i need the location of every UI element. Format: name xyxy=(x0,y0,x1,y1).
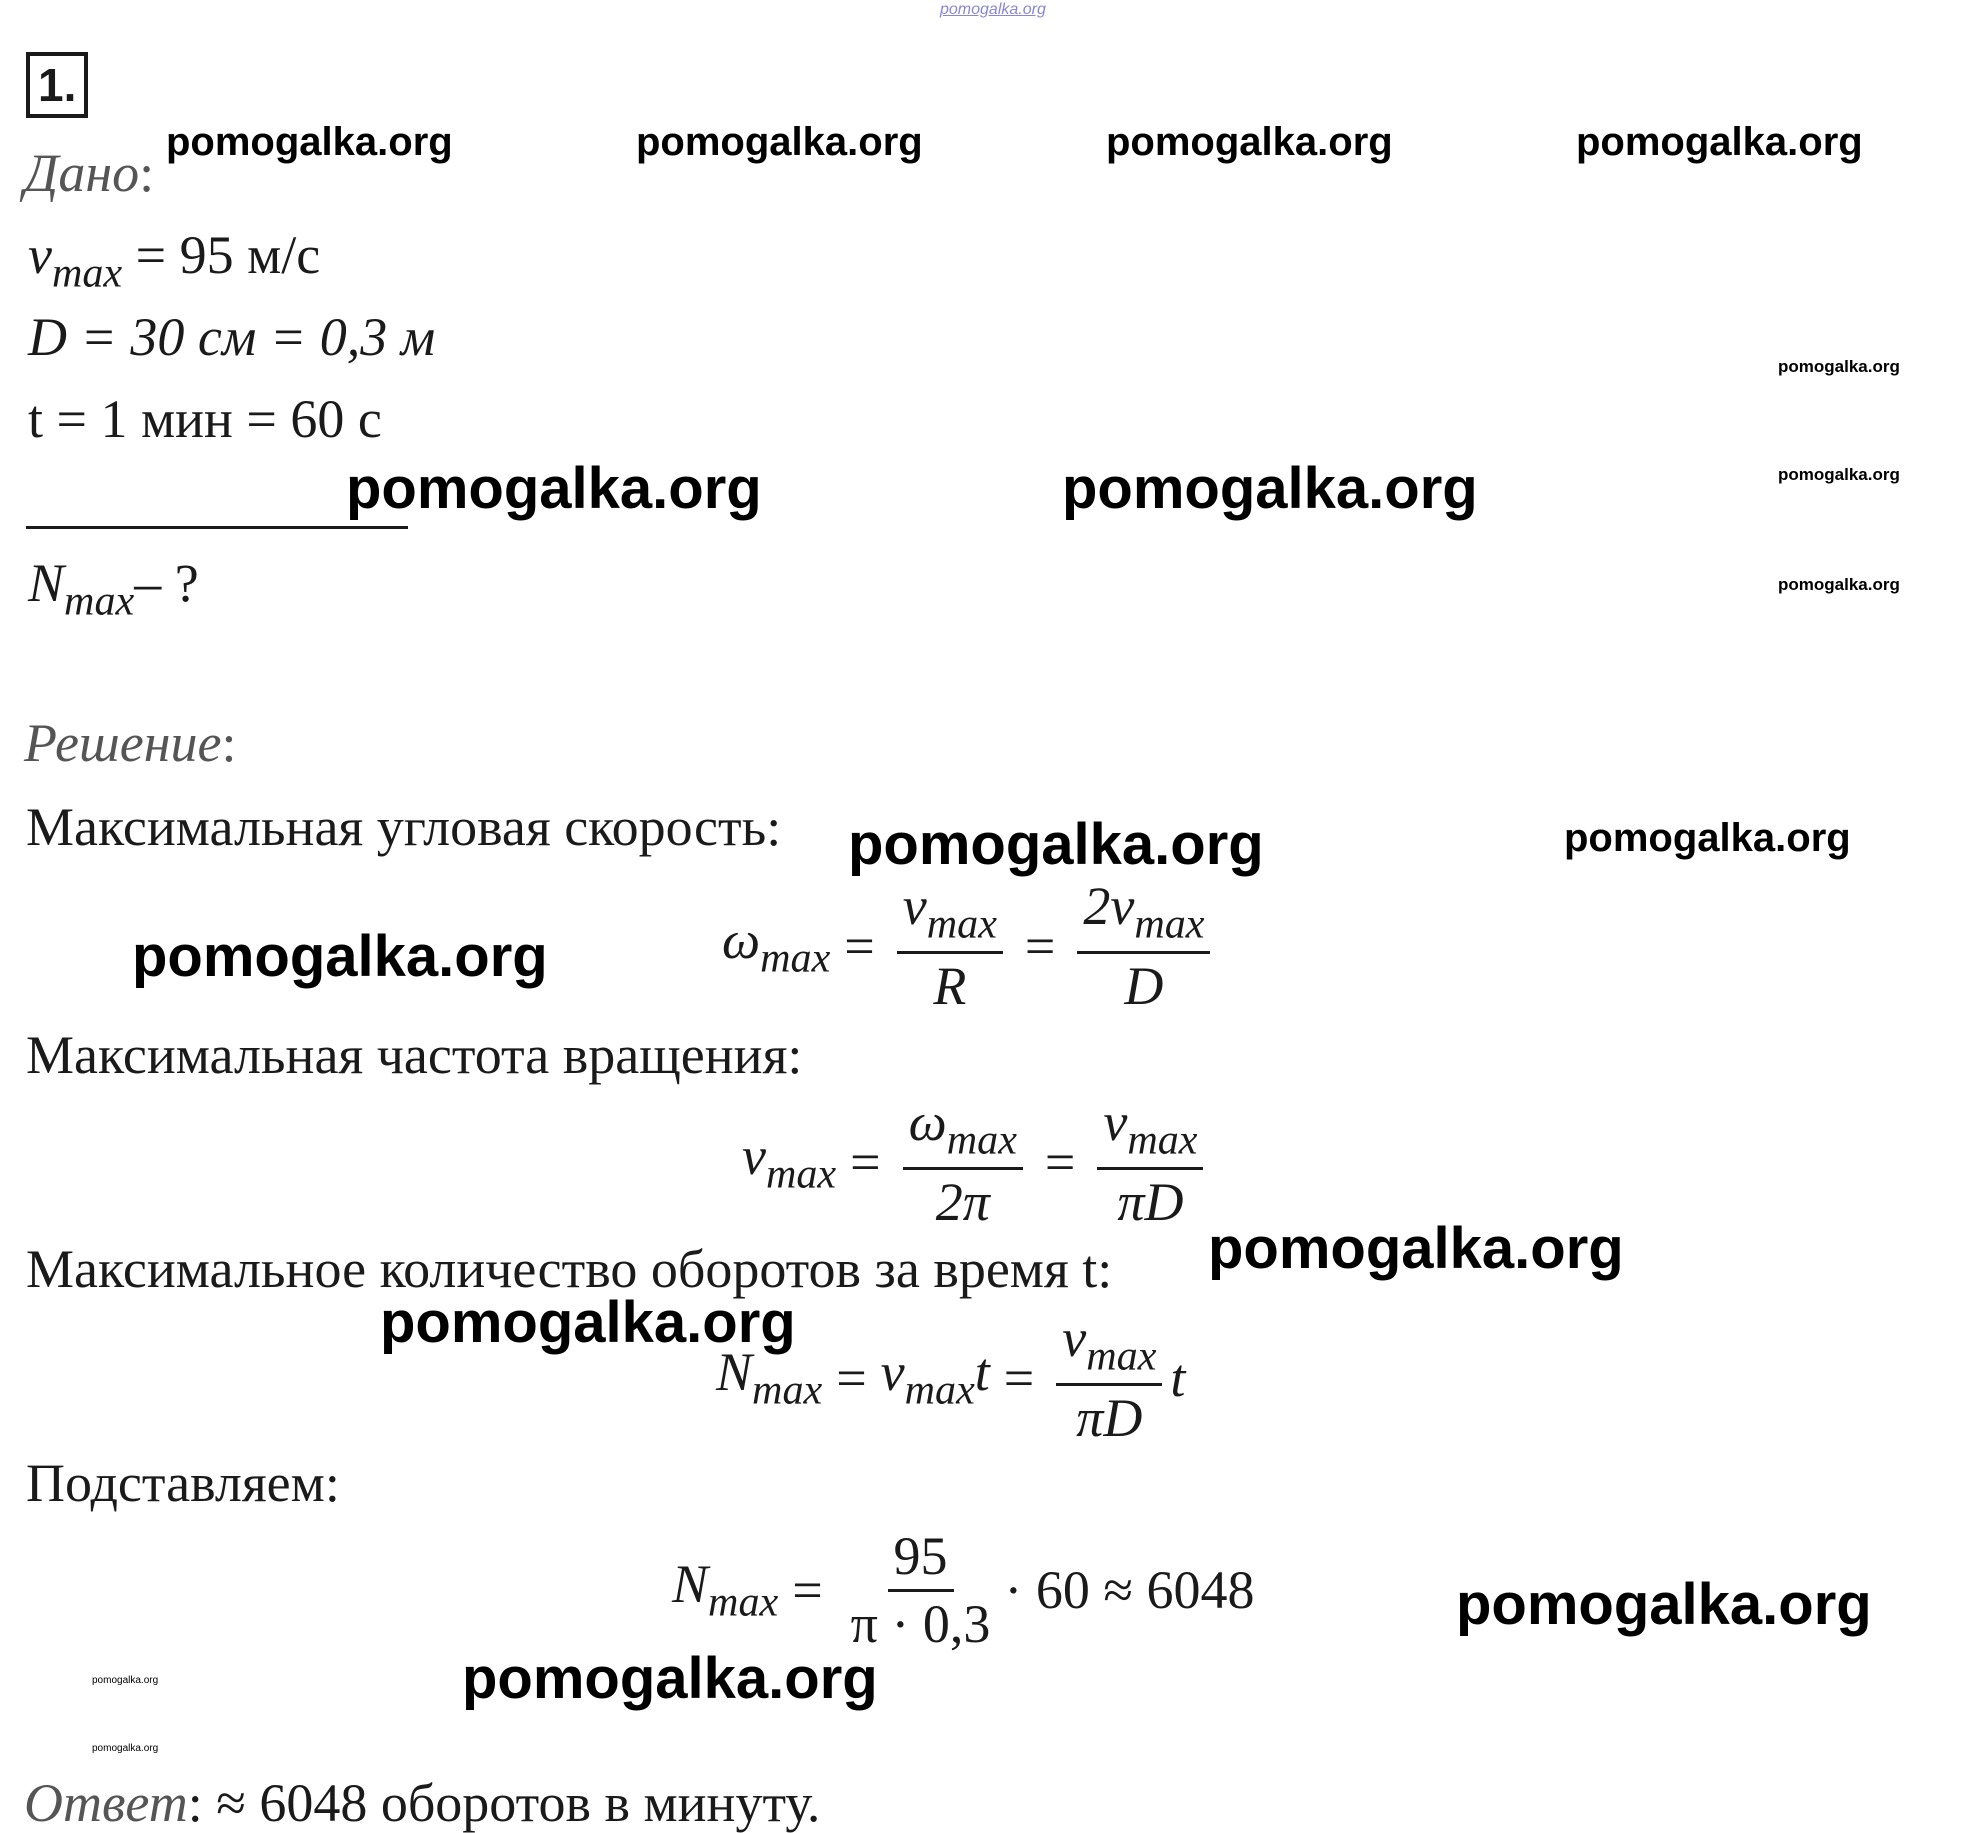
given-diameter: D = 30 см = 0,3 м xyxy=(28,307,436,367)
watermark: pomogalka.org xyxy=(636,120,923,164)
solution-heading: Решение: xyxy=(24,713,237,773)
equation-revolutions: $N_{max}$ = $\nu_{max}t$ = $\frac{v_{max}}{\pi D}$ t xyxy=(716,1308,1186,1448)
watermark: pomogalka.org xyxy=(1208,1216,1624,1281)
watermark: pomogalka.org xyxy=(132,924,548,989)
problem-number: 1. xyxy=(26,52,88,118)
watermark: pomogalka.org xyxy=(1778,465,1900,484)
equation-substitution: $N_{max}$ = $\frac{95}{\pi \cdot 0,3}$ · 60 ≈ 6048 xyxy=(672,1526,1255,1654)
watermark: pomogalka.org xyxy=(92,1675,159,1686)
watermark: pomogalka.org xyxy=(1778,357,1900,376)
watermark: pomogalka.org xyxy=(92,1743,159,1754)
given-heading: Дано: xyxy=(24,143,155,203)
watermark: pomogalka.org xyxy=(1456,1572,1872,1637)
solution-text-revolutions: Максимальное количество оборотов за время t: xyxy=(26,1239,1113,1299)
given-find: $N_{max}-$ ? xyxy=(28,553,199,625)
watermark: pomogalka.org xyxy=(346,456,762,521)
watermark: pomogalka.org xyxy=(1564,816,1851,860)
watermark: pomogalka.org xyxy=(1106,120,1393,164)
top-watermark: pomogalka.org xyxy=(940,1,1046,18)
watermark: pomogalka.org xyxy=(380,1290,796,1355)
solution-text-angular-speed: Максимальная угловая скорость: xyxy=(26,797,782,857)
answer-line: Ответ: ≈ 6048 оборотов в минуту. xyxy=(24,1773,821,1833)
equation-frequency: $\nu_{max}$ = $\frac{\omega_{max}}{2\pi}$ = $\frac{v_{max}}{\pi D}$ xyxy=(742,1094,1211,1230)
given-time: t = 1 мин = 60 с xyxy=(28,389,382,449)
watermark: pomogalka.org xyxy=(1778,575,1900,594)
given-velocity: $v_{max} = 95$ м/с xyxy=(28,225,321,297)
watermark: pomogalka.org xyxy=(1576,120,1863,164)
equation-angular-speed: $\omega_{max}$ = $\frac{v_{max}}{R}$ = $\frac{2v_{max}}{D}$ xyxy=(722,878,1218,1014)
watermark: pomogalka.org xyxy=(1062,456,1478,521)
watermark: pomogalka.org xyxy=(462,1646,878,1711)
watermark: pomogalka.org xyxy=(848,812,1264,877)
watermark: pomogalka.org xyxy=(166,120,453,164)
solution-text-substitute: Подставляем: xyxy=(26,1453,340,1513)
solution-text-frequency: Максимальная частота вращения: xyxy=(26,1025,803,1085)
given-divider xyxy=(26,526,408,529)
